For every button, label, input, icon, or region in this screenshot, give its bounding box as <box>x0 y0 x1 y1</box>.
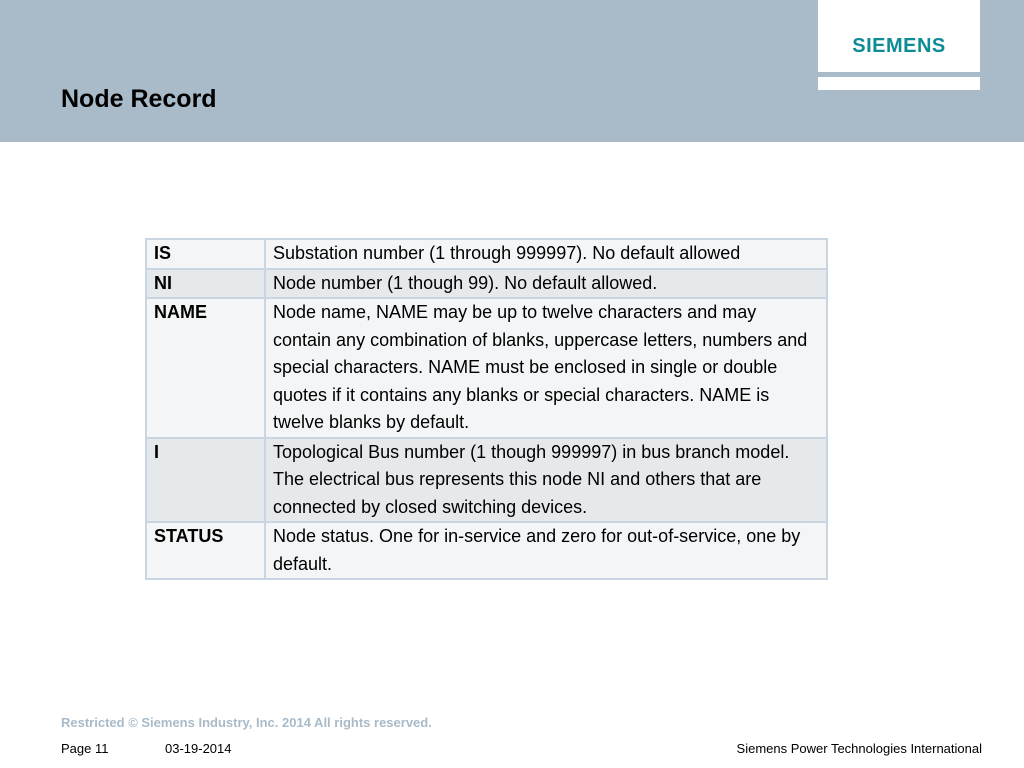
field-description: Topological Bus number (1 though 999997) in bus branch model. The electrical bus represents this node NI and others that are connected by closed switching devices. <box>265 438 827 523</box>
field-key: IS <box>146 239 265 269</box>
table-row <box>146 239 827 269</box>
record-table <box>145 238 828 580</box>
field-description: Node name, NAME may be up to twelve characters and may contain any combination of blanks, uppercase letters, numbers and special characters. NAME must be enclosed in single or double quotes if it contains any blanks or special characters. NAME is twelve blanks by default. <box>265 298 827 438</box>
table-row <box>146 438 827 523</box>
logo-strip <box>818 77 980 90</box>
page-title: Node Record <box>61 85 217 113</box>
table-row <box>146 269 827 299</box>
field-description: Node status. One for in-service and zero for out-of-service, one by default. <box>265 522 827 579</box>
footer-copyright: Restricted © Siemens Industry, Inc. 2014 All rights reserved. <box>61 715 432 730</box>
logo-text: SIEMENS <box>852 35 946 57</box>
table-row <box>146 298 827 438</box>
table-row <box>146 522 827 579</box>
field-key: STATUS <box>146 522 265 579</box>
footer-date: 03-19-2014 <box>165 741 232 756</box>
field-key: NAME <box>146 298 265 438</box>
field-description: Node number (1 though 99). No default allowed. <box>265 269 827 299</box>
field-key: I <box>146 438 265 523</box>
field-description: Substation number (1 through 999997). No default allowed <box>265 239 827 269</box>
footer-company: Siemens Power Technologies International <box>736 741 982 756</box>
siemens-logo <box>818 0 980 72</box>
footer-page-number: Page 11 <box>61 741 109 756</box>
node-record-table <box>145 238 828 580</box>
field-key: NI <box>146 269 265 299</box>
